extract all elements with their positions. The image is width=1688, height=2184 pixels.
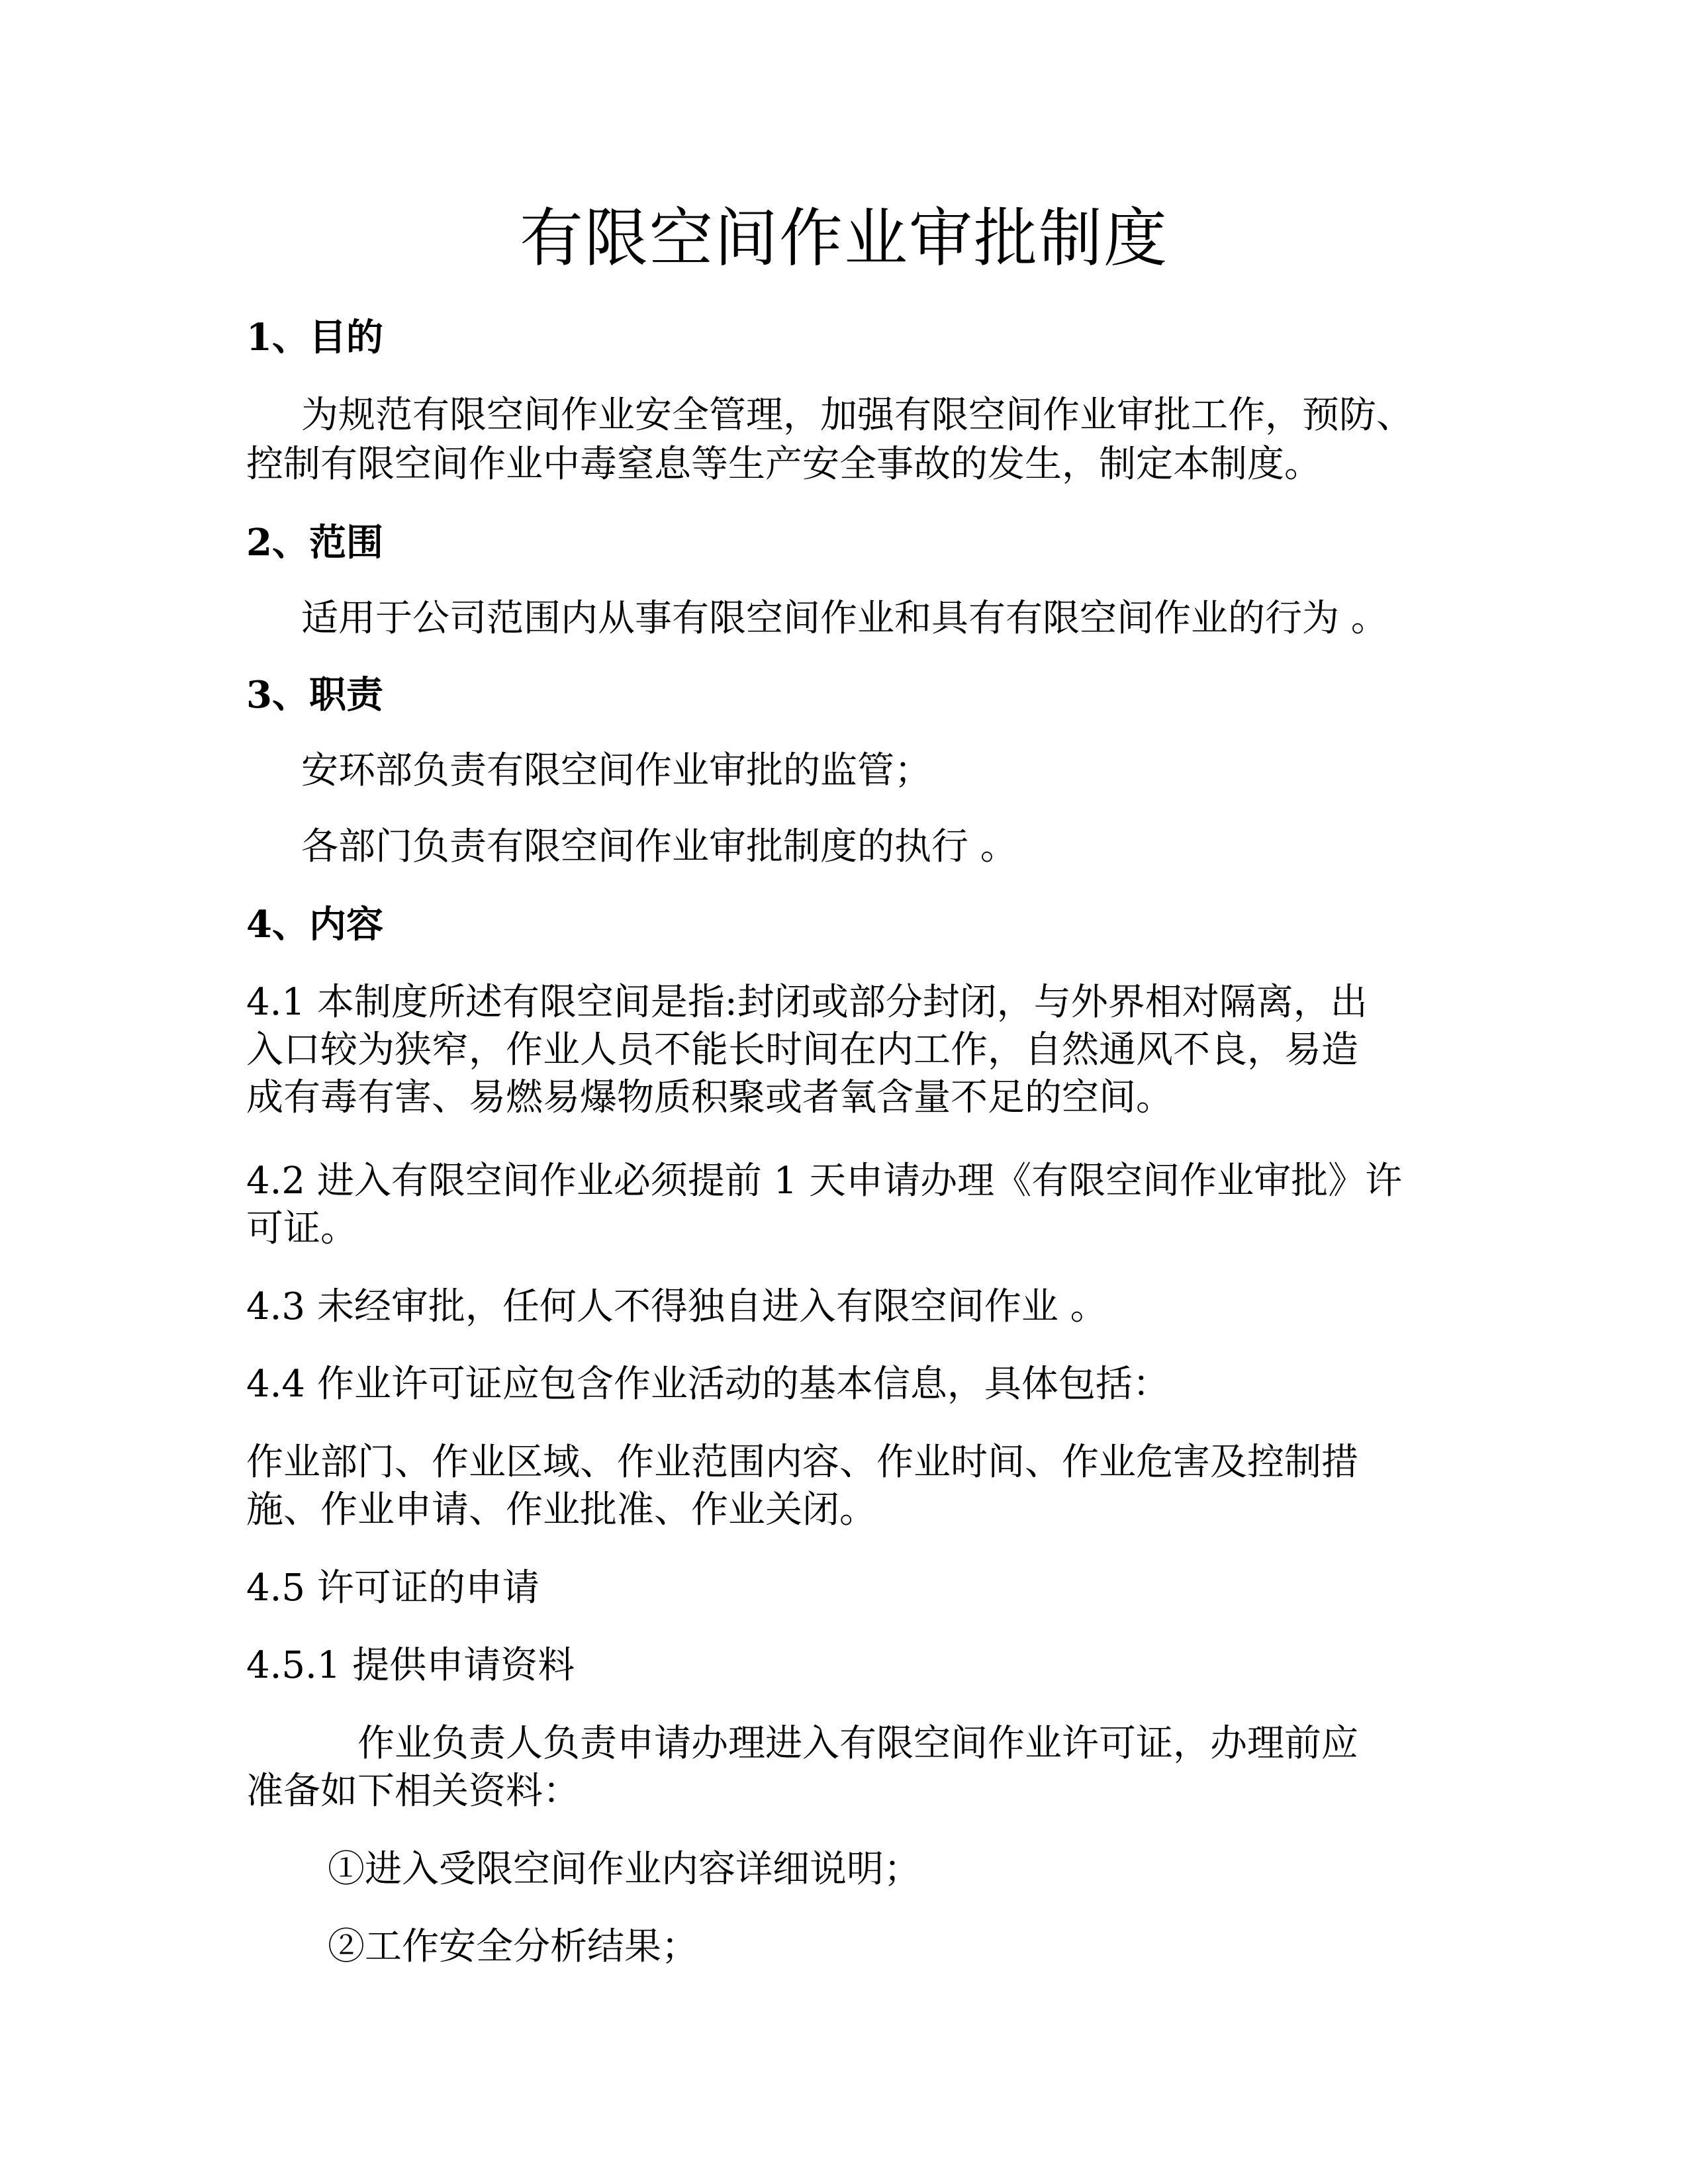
paragraph-line: 成有毒有害、易燃易爆物质积聚或者氧含量不足的空间。 <box>246 1076 1173 1119</box>
subsection-heading: 4.5.1 提供申请资料 <box>246 1644 575 1687</box>
section-heading-content: 4、内容 <box>246 903 383 946</box>
paragraph-line: 安环部负责有限空间作业审批的监管； <box>301 749 931 792</box>
paragraph-line: 4.2 进入有限空间作业必须提前 1 天申请办理《有限空间作业审批》许 <box>246 1160 1403 1203</box>
paragraph-line: 4.3 未经审批，任何人不得独自进入有限空间作业 。 <box>246 1285 1107 1328</box>
section-heading-responsibility: 3、职责 <box>246 673 383 717</box>
paragraph-line: 各部门负责有限空间作业审批制度的执行 。 <box>301 825 1017 868</box>
list-item: ①进入受限空间作业内容详细说明； <box>328 1848 921 1891</box>
paragraph-line: 入口较为狭窄，作业人员不能长时间在内工作，自然通风不良，易造 <box>246 1028 1358 1071</box>
paragraph-line: 为规范有限空间作业安全管理，加强有限空间作业审批工作，预防、 <box>301 394 1413 437</box>
paragraph-line: 4.4 作业许可证应包含作业活动的基本信息，具体包括： <box>246 1363 1170 1406</box>
paragraph-line: 适用于公司范围内从事有限空间作业和具有有限空间作业的行为 。 <box>301 597 1388 640</box>
paragraph-line: 施、作业申请、作业批准、作业关闭。 <box>246 1488 876 1531</box>
paragraph-line: 4.1 本制度所述有限空间是指:封闭或部分封闭，与外界相对隔离，出 <box>246 981 1368 1024</box>
subsection-heading: 4.5 许可证的申请 <box>246 1567 539 1610</box>
paragraph-line: 控制有限空间作业中毒窒息等生产安全事故的发生，制定本制度。 <box>246 443 1321 486</box>
paragraph-line: 可证。 <box>246 1207 357 1250</box>
document-title: 有限空间作业审批制度 <box>520 201 1168 275</box>
paragraph-line: 准备如下相关资料： <box>246 1770 580 1813</box>
paragraph-line: 作业部门、作业区域、作业范围内容、作业时间、作业危害及控制措 <box>246 1441 1358 1484</box>
section-heading-purpose: 1、目的 <box>246 316 383 359</box>
paragraph-line: 作业负责人负责申请办理进入有限空间作业许可证，办理前应 <box>357 1722 1358 1765</box>
section-heading-scope: 2、范围 <box>246 521 383 565</box>
list-item: ②工作安全分析结果； <box>328 1925 698 1968</box>
